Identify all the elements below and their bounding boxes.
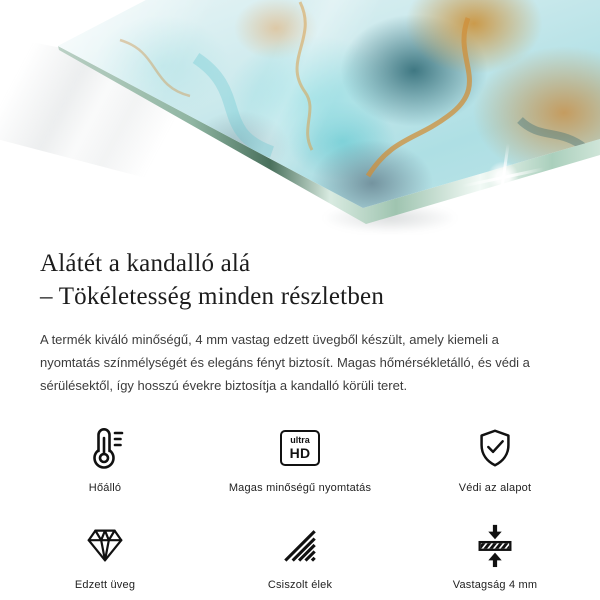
thermometer-icon <box>81 423 129 473</box>
diamond-icon <box>82 520 128 570</box>
polished-edges-icon <box>278 520 322 570</box>
feature-label: Hőálló <box>88 482 122 494</box>
feature-polished-edges <box>180 520 420 591</box>
product-image <box>0 0 600 235</box>
thickness-icon <box>472 520 518 570</box>
feature-label: Magas minőségű nyomtatás <box>228 482 372 494</box>
product-description: A termék kiváló minőségű, 4 mm vastag edzett üvegből készült, amely kiemeli a nyomtatás színmélységét és elegáns fényt biztosít. Magas hőmérsékletálló, és védi a sérülésektől, így hosszú évekre biztosítja a kandalló körüli teret. <box>40 332 530 393</box>
feature-heat-resistant <box>30 423 180 494</box>
page-title <box>40 247 560 313</box>
feature-label: Edzett üveg <box>74 579 136 591</box>
content-section <box>0 247 600 397</box>
feature-label: Vastagság 4 mm <box>452 579 538 591</box>
feature-tempered-glass <box>30 520 180 591</box>
title-line-2: – Tökéletesség minden részletben <box>40 283 385 310</box>
feature-thickness-4mm <box>420 520 570 591</box>
features-grid <box>30 423 570 591</box>
title-line-1: Alátét a kandalló alá <box>40 250 251 277</box>
feature-protects-base <box>420 423 570 494</box>
feature-label: Csiszolt élek <box>267 579 333 591</box>
ultra-hd-icon: ultra HD <box>280 423 320 473</box>
feature-label: Védi az alapot <box>458 482 532 494</box>
feature-high-quality-print <box>180 423 420 494</box>
shield-check-icon <box>472 423 518 473</box>
